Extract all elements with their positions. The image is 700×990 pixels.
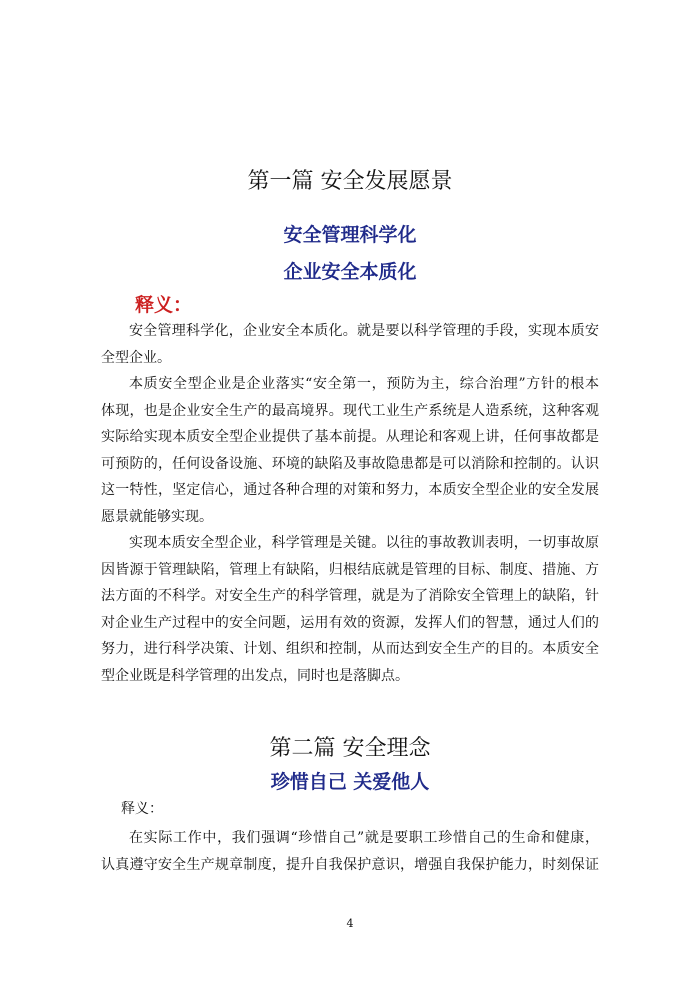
part2-paragraph-1 — [101, 825, 599, 878]
text-line: 体现，也是企业安全生产的最高境界。现代工业生产系统是人造系统，这种客观 — [101, 402, 599, 419]
part1-paragraph-2 — [101, 371, 599, 530]
part1-paragraph-1 — [101, 318, 599, 371]
part1-subtitle-2: 企业安全本质化 — [283, 261, 417, 283]
text-line: 实现本质安全型企业，科学管理是关键。以往的事故教训表明，一切事故原 — [129, 535, 599, 551]
text-line: 因皆源于管理缺陷，管理上有缺陷，归根结底就是管理的目标、制度、措施、方 — [101, 561, 599, 578]
text-line: 这一特性，坚定信心，通过各种合理的对策和努力，本质安全型企业的安全发展 — [101, 482, 599, 498]
text-line: 可预防的，任何设备设施、环境的缺陷及事故隐患都是可以消除和控制的。认识 — [101, 455, 599, 472]
text-line: 安全管理科学化，企业安全本质化。就是要以科学管理的手段，实现本质安 — [129, 323, 599, 339]
text-line: 努力，进行科学决策、计划、组织和控制，从而达到安全生产的目的。本质安全 — [101, 641, 599, 657]
part1-subtitle-1: 安全管理科学化 — [283, 224, 417, 246]
text-line: 本质安全型企业是企业落实“安全第一，预防为主，综合治理”方针的根本 — [129, 376, 599, 392]
part2-subtitle: 珍惜自己 关爱他人 — [270, 771, 430, 793]
text-line: 愿景就能够实现。 — [101, 508, 213, 525]
text-line: 实际给实现本质安全型企业提供了基本前提。从理论和客观上讲，任何事故都是 — [101, 429, 599, 445]
text-line: 全型企业。 — [101, 349, 171, 366]
part2-explain-label: 释义： — [121, 801, 163, 817]
part1-paragraph-3 — [101, 530, 599, 689]
text-line: 法方面的不科学。对安全生产的科学管理，就是为了消除安全管理上的缺陷，针 — [101, 588, 599, 604]
text-line: 对企业生产过程中的安全问题，运用有效的资源，发挥人们的智慧，通过人们的 — [101, 614, 599, 631]
text-line: 型企业既是科学管理的出发点，同时也是落脚点。 — [101, 667, 409, 684]
text-line: 认真遵守安全生产规章制度，提升自我保护意识，增强自我保护能力，时刻保证 — [101, 856, 599, 873]
text-line: 在实际工作中，我们强调“珍惜自己”就是要职工珍惜自己的生命和健康， — [129, 830, 599, 846]
part1-explain-label: 释义： — [135, 294, 193, 316]
part2-title: 第二篇 安全理念 — [269, 736, 431, 761]
page-number: 4 — [346, 917, 354, 930]
part1-title: 第一篇 安全发展愿景 — [247, 169, 453, 194]
